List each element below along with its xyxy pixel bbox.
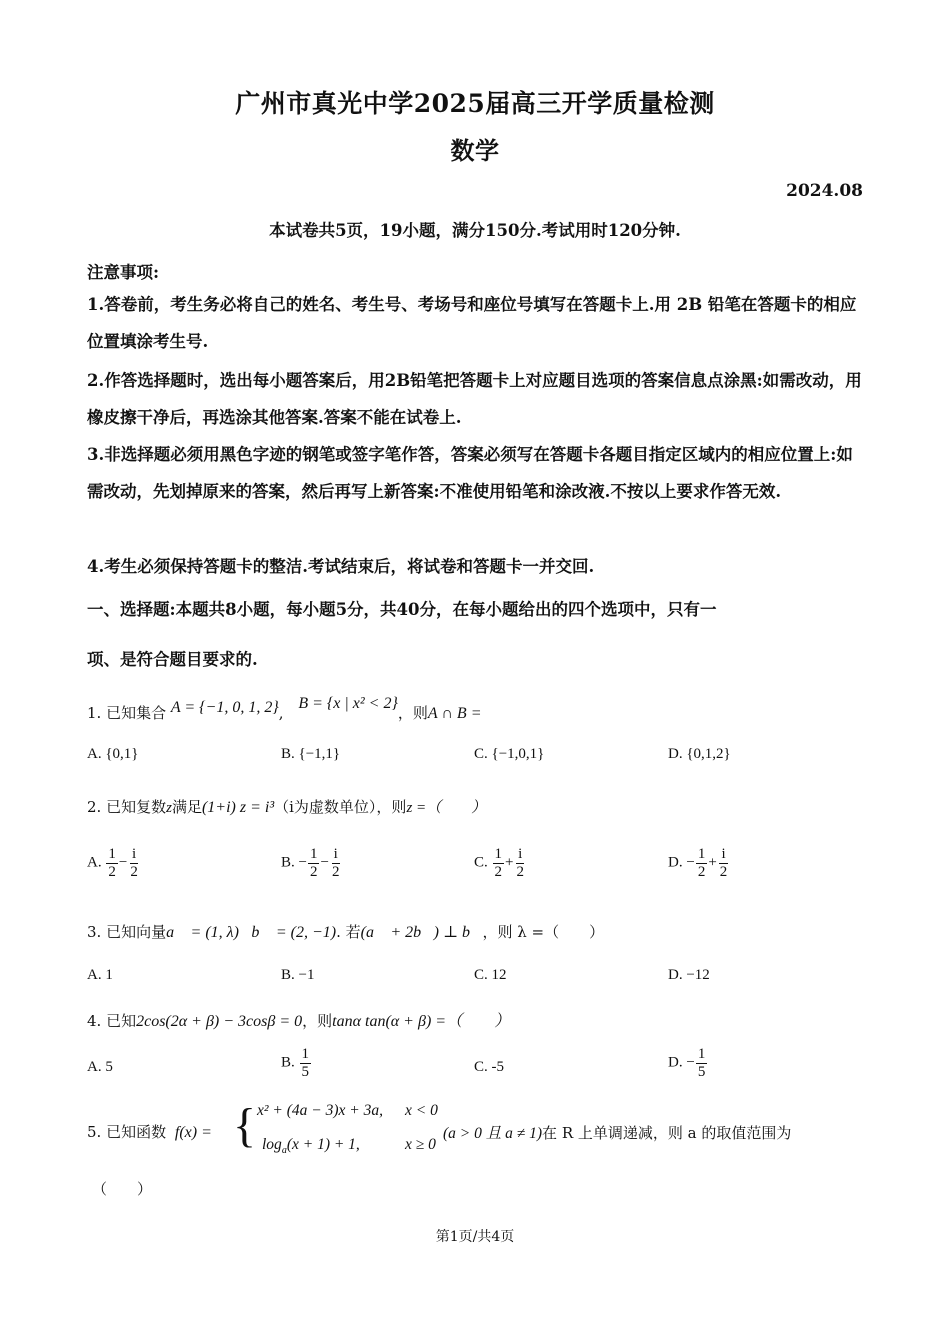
q4-option-b: [281, 1046, 312, 1080]
question-4: [87, 1008, 510, 1031]
q4-prefix: 4. 已知: [87, 1012, 137, 1030]
q2-option-b: [281, 846, 342, 880]
q2-den-2: 2: [719, 863, 728, 880]
q2-option-fraction-2: [514, 846, 526, 880]
q3-option-a: A. 1: [87, 967, 113, 983]
q2-option-sign: −: [298, 854, 307, 871]
q2-num-2: i: [131, 846, 137, 862]
q5-param-text: [443, 1121, 791, 1143]
q4-option-b-num: 1: [301, 1046, 310, 1062]
q5-case-2: [262, 1136, 360, 1156]
q4-option-b-label: B.: [281, 1054, 295, 1071]
q1-option-a: A. {0,1}: [87, 746, 139, 762]
q2-option-fraction-1: [308, 846, 320, 880]
q2-option-op: +: [505, 854, 514, 871]
q4-equation: 2cos(2α + β) − 3cosβ = 0: [136, 1013, 303, 1030]
q2-num-2: i: [333, 846, 338, 862]
q2-num-2: i: [721, 846, 726, 862]
q2-option-op: +: [708, 854, 717, 871]
q2-den-1: 2: [494, 863, 503, 880]
note-item-3: 3.非选择题必须用黑色字迹的钢笔或签字笔作答，答案必须写在答题卡各题目指定区域内的相应位置上:如需改动，先划掉原来的答案，然后再写上新答案:不准使用铅笔和涂改液.不按以上要求作答无效.: [87, 445, 853, 501]
q2-den-2: 2: [516, 863, 524, 880]
exam-summary: 本试卷共5页，19小题，满分150分.考试用时120分钟.: [269, 221, 681, 240]
q4-option-d: [668, 1046, 708, 1080]
q2-var: z: [166, 800, 172, 816]
q2-option-fraction-2: [718, 846, 730, 880]
page-footer: 第1页/共4页: [435, 1229, 515, 1245]
question-3: [87, 921, 604, 942]
q1-prefix: 1. 已知集合: [87, 704, 167, 722]
q3-option-d: D. −12: [668, 967, 710, 983]
q4-option-d-sign: −: [686, 1054, 695, 1071]
q2-option-label: C.: [474, 854, 488, 871]
q2-option-fraction-1: [106, 846, 118, 880]
q4-option-a: A. 5: [87, 1059, 113, 1075]
q5-log-rest: (x + 1) + 1,: [286, 1136, 360, 1153]
q5-case-1: x² + (4a − 3)x + 3a,: [257, 1102, 383, 1119]
q5-fx: f(x) =: [174, 1124, 212, 1141]
exam-title: 广州市真光中学2025届高三开学质量检测: [235, 89, 715, 118]
q2-option-label: D.: [668, 854, 683, 871]
q2-option-fraction-2: [330, 846, 342, 880]
q2-equation: (1+i) z = i³: [201, 799, 275, 816]
q2-option-fraction-1: [493, 846, 505, 880]
q3-vector-b: ，b⃗ = (2, −1): [238, 924, 337, 941]
q2-option-fraction-1: [696, 846, 708, 880]
q4-option-b-den: 5: [301, 1063, 310, 1080]
q2-option-sign: −: [686, 854, 695, 871]
q2-option-label: A.: [87, 854, 102, 871]
q2-num-1: 1: [697, 846, 706, 862]
q1-comma: ,: [278, 704, 284, 722]
q3-option-b: B. −1: [281, 967, 315, 983]
q1-option-b: B. {−1,1}: [281, 746, 341, 762]
q2-den-2: 2: [130, 863, 138, 880]
section-heading-line1: 一、选择题:本题共8小题，每小题5分，共40分，在每小题给出的四个选项中，只有一: [87, 600, 717, 619]
q3-ask: ，则 λ =（ ）: [482, 923, 605, 941]
q1-option-c: C. {−1,0,1}: [474, 746, 545, 762]
q4-option-b-fraction: [300, 1046, 312, 1080]
q2-option-fraction-2: [128, 846, 140, 880]
q4-mid: ，则: [302, 1012, 333, 1030]
q2-option-c: [474, 846, 527, 880]
q5-cond-1: x < 0: [405, 1102, 438, 1119]
q5-log-base: a: [281, 1145, 287, 1157]
q5-tail: 在 R 上单调递减，则 a 的取值范围为: [542, 1124, 792, 1142]
q3-vector-a: a⃗ = (1, λ): [166, 924, 239, 941]
q4-option-c: C. -5: [474, 1059, 504, 1075]
q2-num-2: i: [518, 846, 523, 862]
q5-log: log: [262, 1136, 282, 1153]
q5-answer-paren: （ ）: [92, 1180, 153, 1198]
q2-num-1: 1: [494, 846, 503, 862]
question-2: [87, 796, 486, 817]
q2-num-1: 1: [309, 846, 318, 862]
q4-option-d-num: 1: [697, 1046, 706, 1062]
section-heading-line2: 项、是符合题目要求的.: [87, 650, 258, 669]
note-item-2: 2.作答选择题时，选出每小题答案后，用2B铅笔把答题卡上对应题目选项的答案信息点涂黑:如需改动，用橡皮擦干净后，再选涂其他答案.答案不能在试卷上.: [87, 371, 862, 427]
q3-cond: . 若: [336, 923, 361, 941]
q2-ask: z =（ ）: [406, 800, 487, 816]
q2-mid: 满足: [171, 798, 202, 816]
q1-set-b: B = {x | x² < 2}: [298, 695, 398, 712]
q4-option-d-fraction: [696, 1046, 708, 1080]
q5-param: (a > 0 且 a ≠ 1): [443, 1125, 543, 1142]
q4-option-d-label: D.: [668, 1054, 683, 1071]
q2-option-d: [668, 846, 730, 880]
note-item-4: 4.考生必须保持答题卡的整洁.考试结束后，将试卷和答题卡一并交回.: [87, 557, 595, 576]
q1-option-d: D. {0,1,2}: [668, 746, 731, 762]
q1-tail: ，则: [397, 704, 428, 722]
q5-prefix: 5. 已知函数: [87, 1123, 167, 1141]
q2-prefix: 2. 已知复数: [87, 798, 167, 816]
exam-date: 2024.08: [786, 181, 863, 201]
q2-option-label: B.: [281, 854, 295, 871]
q3-option-c: C. 12: [474, 967, 507, 983]
q3-perp: (a⃗ + 2b⃗) ⊥ b⃗: [360, 924, 483, 941]
q5-brace: {: [233, 1099, 257, 1152]
q3-prefix: 3. 已知向量: [87, 923, 167, 941]
q2-den-1: 2: [108, 863, 116, 880]
notes-heading: 注意事项:: [87, 263, 160, 282]
q4-option-d-den: 5: [697, 1063, 706, 1080]
q1-expr: A ∩ B =: [427, 705, 482, 722]
q1-set-a: A = {−1, 0, 1, 2}: [170, 699, 279, 716]
q2-note: （i为虚数单位），则: [274, 798, 407, 816]
note-item-1: 1.答卷前，考生务必将自己的姓名、考生号、考场号和座位号填写在答题卡上.用 2B 铅笔在答题卡的相应位置填涂考生号.: [87, 295, 857, 351]
question-5-prefix: [87, 1121, 212, 1142]
q5-cond-2: x ≥ 0: [405, 1136, 436, 1153]
q2-den-1: 2: [697, 863, 706, 880]
q2-den-1: 2: [309, 863, 318, 880]
q2-num-1: 1: [108, 846, 116, 862]
question-1: [87, 695, 482, 723]
q2-den-2: 2: [331, 863, 340, 880]
q2-option-a: [87, 846, 141, 880]
subject-title: 数学: [450, 136, 500, 165]
q2-option-op: −: [118, 854, 128, 871]
q4-expr: tanα tan(α + β) =（ ）: [332, 1013, 511, 1030]
q2-option-op: −: [320, 854, 329, 871]
